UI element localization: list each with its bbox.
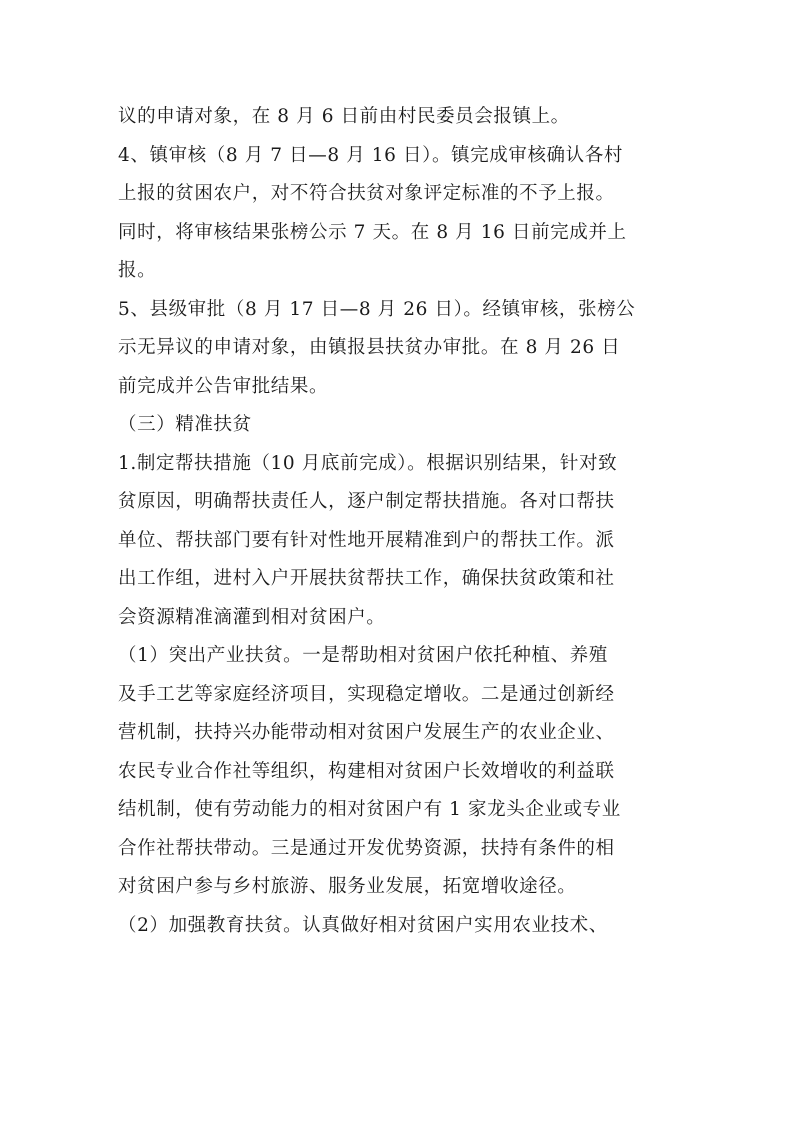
- text-line: 贫原因，明确帮扶责任人，逐户制定帮扶措施。各对口帮扶: [118, 491, 615, 512]
- text-line: 单位、帮扶部门要有针对性地开展精准到户的帮扶工作。派: [118, 529, 615, 551]
- text-line: 4、镇审核（8 月 7 日—8 月 16 日）。镇完成审核确认各村: [118, 144, 623, 166]
- text-line: 营机制，扶持兴办能带动相对贫困户发展生产的农业企业、: [118, 722, 615, 743]
- section-heading: （三）精准扶贫: [118, 414, 252, 435]
- text-line: 对贫困户参与乡村旅游、服务业发展，拓宽增收途径。: [118, 876, 577, 897]
- text-line: 前完成并公告审批结果。: [118, 375, 329, 397]
- text-line: 报。: [118, 260, 157, 281]
- text-line: 结机制，使有劳动能力的相对贫困户有 1 家龙头企业或专业: [118, 799, 621, 820]
- text-line: 及手工艺等家庭经济项目，实现稳定增收。二是通过创新经: [118, 683, 615, 705]
- text-line: 示无异议的申请对象，由镇报县扶贫办审批。在 8 月 26 日: [118, 337, 621, 358]
- text-line: （2）加强教育扶贫。认真做好相对贫困户实用农业技术、: [118, 914, 608, 936]
- text-line: 出工作组，进村入户开展扶贫帮扶工作，确保扶贫政策和社: [118, 568, 615, 589]
- document-body: [118, 98, 678, 945]
- text-line: 农民专业合作社等组织，构建相对贫困户长效增收的利益联: [118, 760, 615, 782]
- text-line: 同时，将审核结果张榜公示 7 天。在 8 月 16 日前完成并上: [118, 221, 627, 243]
- text-line: 会资源精准滴灌到相对贫困户。: [118, 606, 386, 628]
- text-line: 5、县级审批（8 月 17 日—8 月 26 日）。经镇审核，张榜公: [118, 298, 636, 320]
- text-line: 1.制定帮扶措施（10 月底前完成）。根据识别结果，针对致: [118, 452, 618, 474]
- text-line: 上报的贫困农户，对不符合扶贫对象评定标准的不予上报。: [118, 183, 615, 204]
- text-line: 议的申请对象，在 8 月 6 日前由村民委员会报镇上。: [118, 106, 570, 127]
- text-line: 合作社帮扶带动。三是通过开发优势资源，扶持有条件的相: [118, 837, 615, 859]
- text-line: （1）突出产业扶贫。一是帮助相对贫困户依托种植、养殖: [118, 645, 608, 666]
